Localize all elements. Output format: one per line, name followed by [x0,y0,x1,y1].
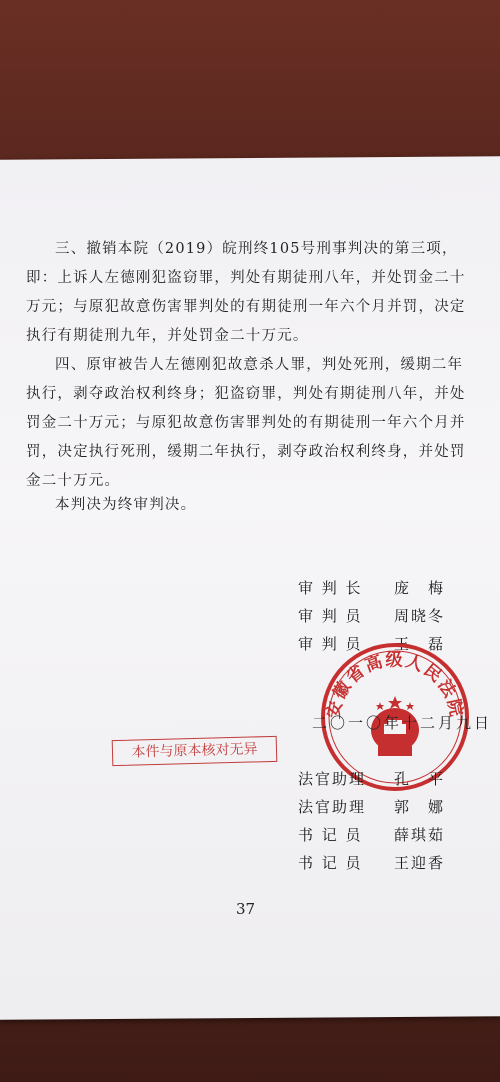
judgment-date: 二〇一〇年十二月九日 [312,714,493,732]
seal-text: 安徽省高级人民法院 [323,650,467,721]
paragraph-item-4: 四、原审被告人左德刚犯故意杀人罪，判处死刑，缓期二年执行，剥夺政治权利终身；犯盗窃罪，判处有期徒刑八年，并处罚金二十万元；与原犯故意伤害罪判处的有期徒刑一年六个月并罚，决定执行死刑，缓期二年执行，剥夺政治权利终身，并处罚金二十万元。 [26,357,466,489]
clerk-name: 王迎香 [394,854,446,872]
judge-role: 审 判 员 [298,635,363,653]
clerk-signature-row [298,852,445,873]
clerk-signature-row [298,824,445,845]
clerk-role: 书 记 员 [298,854,363,872]
certification-stamp: 本件与原本核对无异 [112,736,278,766]
paragraph-item-3: 三、撤销本院（2019）皖刑终105号刑事判决的第三项，即：上诉人左德刚犯盗窃罪，判处有期徒刑八年，并处罚金二十万元；与原犯故意伤害罪判处的有期徒刑一年六个月并罚，决定执行有期徒刑九年，并处罚金二十万元。 [26,241,466,344]
judge-role: 审 判 长 [298,579,363,597]
clerk-role: 法官助理 [298,770,367,788]
paragraph-final-statement: 本判决为终审判决。 [55,497,197,513]
clerk-role: 法官助理 [298,798,367,816]
judge-name: 庞 梅 [394,579,446,597]
clerk-name: 郭 娜 [394,798,446,816]
page-number: 37 [236,900,256,918]
clerk-name: 薛琪茹 [394,826,446,844]
judge-name: 周晓冬 [394,607,446,625]
judge-signature-row [298,605,445,626]
clerk-name: 孔 平 [394,770,446,788]
judge-role: 审 判 员 [298,607,363,625]
clerk-role: 书 记 员 [298,826,363,844]
judge-name: 王 磊 [394,635,446,653]
judge-signature-row [298,577,445,598]
clerk-signature-row [298,768,445,789]
clerk-signature-row [298,796,445,817]
